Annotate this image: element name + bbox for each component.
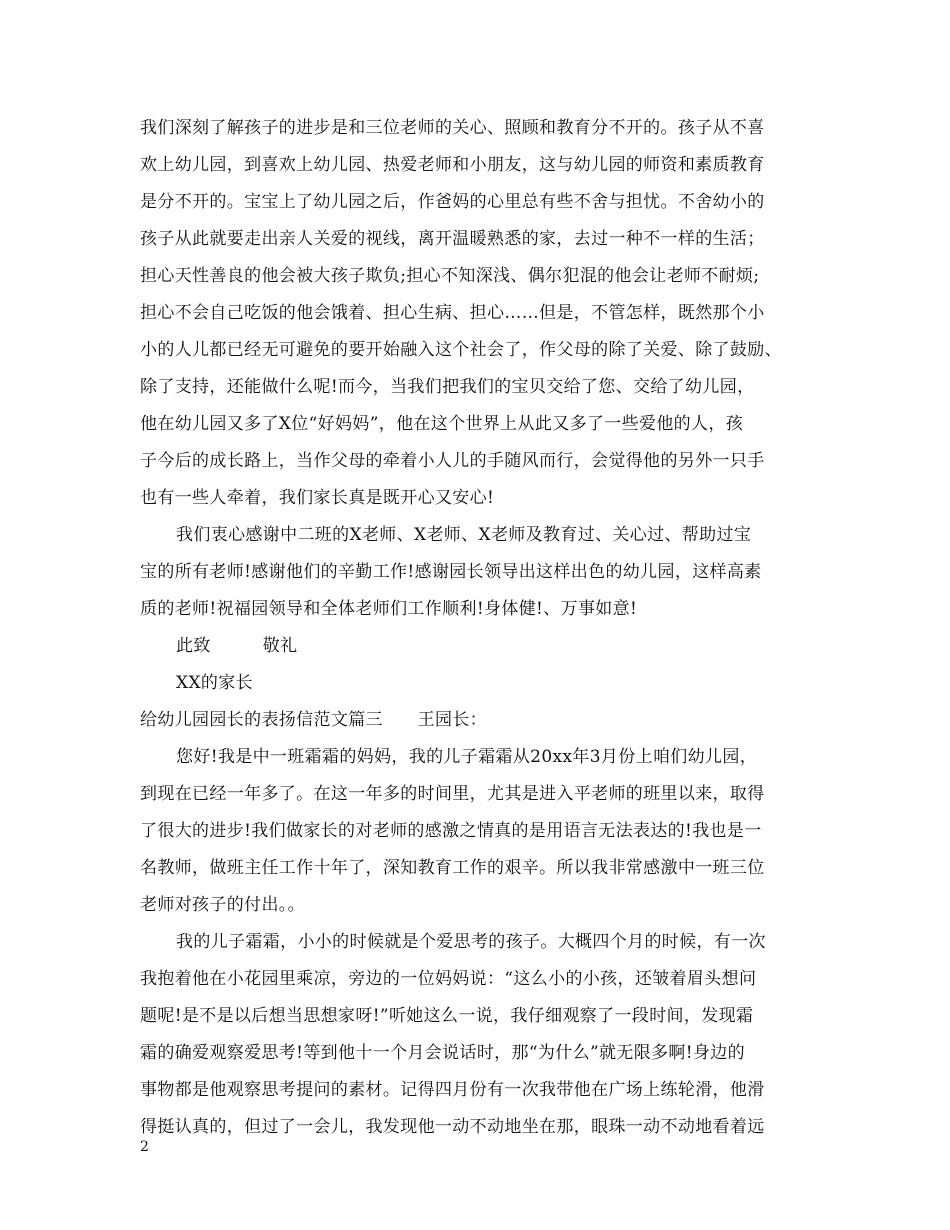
body-text-line: 了很大的进步!我们做家长的对老师的感激之情真的是用语言无法表达的!我也是一 (140, 821, 762, 841)
body-text-line: 是分不开的。宝宝上了幼儿园之后，作爸妈的心里总有些不舍与担忧。不舍幼小的 (140, 192, 765, 212)
body-text-line: 担心天性善良的他会被大孩子欺负;担心不知深浅、偶尔犯混的他会让老师不耐烦; (140, 266, 760, 286)
body-text-line: 宝的所有老师!感谢他们的辛勤工作!感谢园长领导出这样出色的幼儿园，这样高素 (140, 562, 762, 582)
body-text-line: 子今后的成长路上，当作父母的牵着小人儿的手随风而行，会觉得他的另外一只手 (140, 451, 765, 471)
body-text-line: 霜的确爱观察爱思考!等到他十一个月会说话时，那“为什么”就无限多啊!身边的 (140, 1043, 745, 1063)
signature: XX的家长 (176, 673, 253, 693)
body-text-line: 也有一些人牵着，我们家长真是既开心又安心! (140, 488, 495, 508)
body-text-line: 质的老师!祝福园领导和全体老师们工作顺利!身体健!、万事如意! (140, 599, 638, 619)
page-number: 2 (140, 1139, 149, 1155)
body-text-line: 除了支持，还能做什么呢!而今，当我们把我们的宝贝交给了您、交给了幼儿园， (140, 377, 755, 397)
body-text-line: 孩子从此就要走出亲人关爱的视线，离开温暖熟悉的家，去过一种不一样的生活； (140, 229, 765, 249)
section-heading: 给幼儿园园长的表扬信范文篇三 王园长： (140, 710, 487, 730)
paragraph-first-line: 您好!我是中一班霜霜的妈妈，我的儿子霜霜从20xx年3月份上咱们幼儿园， (176, 747, 758, 767)
body-text-line: 题呢!是不是以后想当思想家呀!”听她这么一说，我仔细观察了一段时间，发现霜 (140, 1006, 754, 1026)
body-text-line: 小的人儿都已经无可避免的要开始融入这个社会了，作父母的除了关爱、除了鼓励、 (140, 340, 782, 360)
body-text-line: 到现在已经一年多了。在这一年多的时间里，尤其是进入平老师的班里以来，取得 (140, 784, 765, 804)
paragraph-first-line: 我的儿子霜霜，小小的时候就是个爱思考的孩子。大概四个月的时候，有一次 (176, 932, 766, 952)
body-text-line: 我抱着他在小花园里乘凉，旁边的一位妈妈说：“这么小的小孩，还皱着眉头想问 (140, 969, 757, 989)
paragraph-first-line: 我们衷心感谢中二班的X老师、X老师、X老师及教育过、关心过、帮助过宝 (176, 525, 752, 545)
body-text-line: 欢上幼儿园，到喜欢上幼儿园、热爱老师和小朋友，这与幼儿园的师资和素质教育 (140, 155, 765, 175)
body-text-line: 得挺认真的，但过了一会儿，我发现他一动不动地坐在那，眼珠一动不动地看着远 (140, 1117, 765, 1137)
body-text-line: 事物都是他观察思考提问的素材。记得四月份有一次我带他在广场上练轮滑，他滑 (140, 1080, 765, 1100)
body-text-line: 担心不会自己吃饭的他会饿着、担心生病、担心……但是，不管怎样，既然那个小 (140, 303, 765, 323)
closing-salutation: 此致 敬礼 (176, 636, 298, 656)
body-text-line: 我们深刻了解孩子的进步是和三位老师的关心、照顾和教育分不开的。孩子从不喜 (140, 118, 765, 138)
body-text-line: 名教师，做班主任工作十年了，深知教育工作的艰辛。所以我非常感激中一班三位 (140, 858, 765, 878)
body-text-line: 他在幼儿园又多了X位“好妈妈”，他在这个世界上从此又多了一些爱他的人，孩 (140, 414, 744, 434)
body-text-line: 老师对孩子的付出。。 (140, 895, 305, 915)
